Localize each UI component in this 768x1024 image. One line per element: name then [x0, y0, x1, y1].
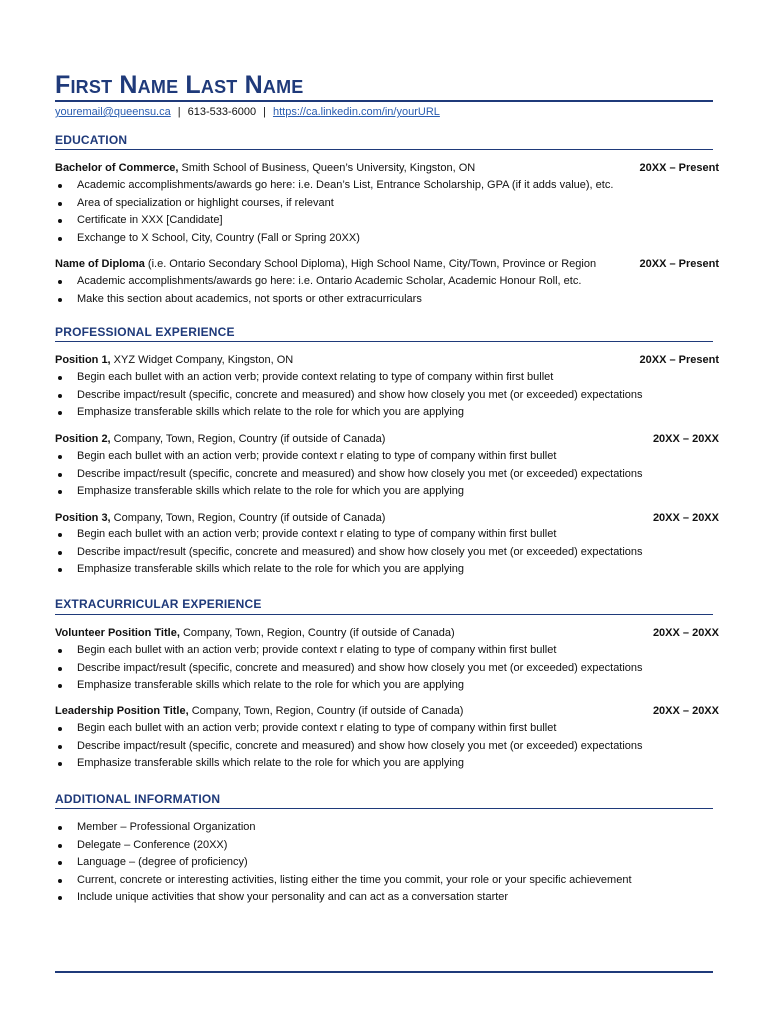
name-divider [55, 100, 713, 102]
bullet-item: Emphasize transferable skills which relate to the role for which you are applying [55, 677, 719, 695]
entry-dates: 20XX – 20XX [652, 512, 719, 524]
bullet-list [55, 526, 719, 579]
bullet-list [55, 369, 719, 422]
bullet-item: Describe impact/result (specific, concrete and measured) and show how closely you met (or exceeded) expectations [55, 466, 719, 484]
entry-detail: Company, Town, Region, Country (if outside of Canada) [179, 627, 455, 639]
phone-number: 613-533-6000 [187, 106, 257, 118]
bullet-item: Emphasize transferable skills which relate to the role for which you are applying [55, 483, 719, 501]
bullet-item: Emphasize transferable skills which relate to the role for which you are applying [55, 561, 719, 579]
footer-divider [55, 971, 713, 973]
bullet-item: Academic accomplishments/awards go here: i.e. Dean’s List, Entrance Scholarship, GPA (if it adds value), etc. [55, 177, 719, 195]
bullet-list [55, 273, 719, 308]
entry-detail: Company, Town, Region, Country (if outside of Canada) [110, 512, 386, 524]
section-title-professional: PROFESSIONAL EXPERIENCE [55, 325, 235, 339]
bullet-list [55, 177, 719, 247]
section-title-extracurricular: EXTRACURRICULAR EXPERIENCE [55, 597, 262, 611]
bullet-item: Emphasize transferable skills which relate to the role for which you are applying [55, 404, 719, 422]
linkedin-link[interactable]: https://ca.linkedin.com/in/yourURL [272, 106, 440, 118]
bullet-item: Describe impact/result (specific, concrete and measured) and show how closely you met (or exceeded) expectations [55, 544, 719, 562]
entry-title: Position 3, [55, 512, 111, 524]
separator: | [177, 106, 181, 118]
entry-detail: (i.e. Ontario Secondary School Diploma), High School Name, City/Town, Province or Region [144, 258, 597, 270]
bullet-item: Include unique activities that show your personality and can act as a conversation starter [55, 889, 719, 907]
email-link[interactable]: youremail@queensu.ca [55, 106, 171, 118]
bullet-item: Language – (degree of proficiency) [55, 854, 719, 872]
bullet-item: Certificate in XXX [Candidate] [55, 212, 719, 230]
bullet-list [55, 819, 719, 907]
bullet-item: Begin each bullet with an action verb; provide context r elating to type of company within first bullet [55, 720, 719, 738]
section-divider [55, 808, 713, 809]
entry-dates: 20XX – 20XX [652, 627, 719, 639]
bullet-item: Academic accomplishments/awards go here: i.e. Ontario Academic Scholar, Academic Honour Roll, etc. [55, 273, 719, 291]
entry-header [55, 160, 719, 176]
bullet-list [55, 448, 719, 501]
entry-detail: XYZ Widget Company, Kingston, ON [110, 354, 294, 366]
bullet-list [55, 720, 719, 773]
section-title-education: EDUCATION [55, 133, 128, 147]
bullet-item: Make this section about academics, not sports or other extracurriculars [55, 291, 719, 309]
entry-detail: Smith School of Business, Queen’s University, Kingston, ON [178, 162, 476, 174]
entry-title: Position 2, [55, 433, 111, 445]
entry-title: Bachelor of Commerce, [55, 162, 179, 174]
entry-header [55, 703, 719, 719]
bullet-item: Area of specialization or highlight courses, if relevant [55, 195, 719, 213]
bullet-item: Begin each bullet with an action verb; provide context relating to type of company within first bullet [55, 369, 719, 387]
section-divider [55, 614, 713, 615]
entry-title: Name of Diploma [55, 258, 145, 270]
bullet-item: Exchange to X School, City, Country (Fall or Spring 20XX) [55, 230, 719, 248]
bullet-item: Current, concrete or interesting activities, listing either the time you commit, your role or your specific achievement [55, 872, 719, 890]
entry-dates: 20XX – 20XX [652, 433, 719, 445]
entry-title: Position 1, [55, 354, 111, 366]
bullet-item: Begin each bullet with an action verb; provide context r elating to type of company within first bullet [55, 448, 719, 466]
bullet-item: Describe impact/result (specific, concrete and measured) and show how closely you met (or exceeded) expectations [55, 738, 719, 756]
resume-name: First Name Last Name [55, 71, 304, 99]
section-title-additional: ADDITIONAL INFORMATION [55, 792, 221, 806]
entry-dates: 20XX – Present [639, 162, 719, 174]
entry-title: Volunteer Position Title, [55, 627, 180, 639]
contact-line [55, 104, 713, 120]
entry-header [55, 431, 719, 447]
entry-dates: 20XX – 20XX [652, 705, 719, 717]
bullet-item: Begin each bullet with an action verb; provide context r elating to type of company within first bullet [55, 642, 719, 660]
separator: | [263, 106, 266, 118]
bullet-item: Begin each bullet with an action verb; provide context r elating to type of company within first bullet [55, 526, 719, 544]
bullet-list [55, 642, 719, 695]
entry-dates: 20XX – Present [639, 258, 719, 270]
section-divider [55, 149, 713, 150]
entry-header [55, 352, 719, 368]
entry-detail: Company, Town, Region, Country (if outside of Canada) [188, 705, 464, 717]
entry-title: Leadership Position Title, [55, 705, 189, 717]
entry-header [55, 256, 719, 272]
bullet-item: Delegate – Conference (20XX) [55, 837, 719, 855]
section-divider [55, 341, 713, 342]
bullet-item: Describe impact/result (specific, concrete and measured) and show how closely you met (or exceeded) expectations [55, 387, 719, 405]
entry-header [55, 625, 719, 641]
entry-dates: 20XX – Present [639, 354, 719, 366]
bullet-item: Emphasize transferable skills which relate to the role for which you are applying [55, 755, 719, 773]
bullet-item: Describe impact/result (specific, concrete and measured) and show how closely you met (or exceeded) expectations [55, 660, 719, 678]
entry-header [55, 510, 719, 526]
bullet-item: Member – Professional Organization [55, 819, 719, 837]
entry-detail: Company, Town, Region, Country (if outside of Canada) [110, 433, 386, 445]
